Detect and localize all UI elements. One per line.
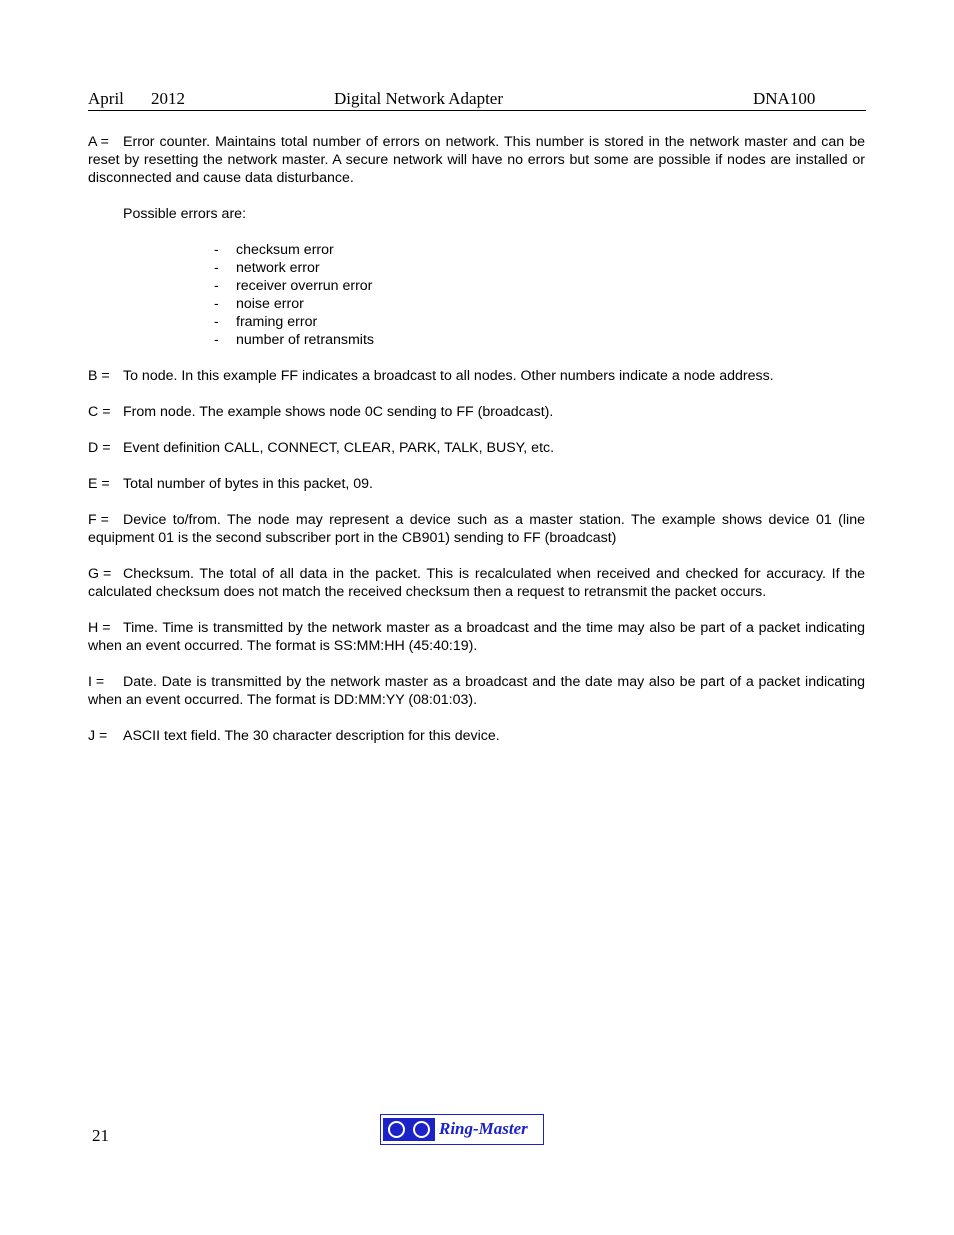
ring-icon <box>388 1121 405 1138</box>
list-item <box>214 241 865 259</box>
page-number: 21 <box>92 1126 109 1145</box>
definition-a <box>88 133 865 187</box>
definition-h <box>88 619 865 655</box>
dash-bullet: - <box>214 278 219 294</box>
definition-label: F = <box>88 512 109 528</box>
list-item <box>214 259 865 277</box>
dash-bullet: - <box>214 332 219 348</box>
definition-text: Event definition CALL, CONNECT, CLEAR, PARK, TALK, BUSY, etc. <box>123 440 555 456</box>
definition-c <box>88 403 865 421</box>
list-item <box>214 313 865 331</box>
dash-bullet: - <box>214 260 219 276</box>
definition-text: Checksum. The total of all data in the packet. This is recalculated when received and checked for accuracy. If the calculated checksum does not match the received checksum then a request to retransmit the packet occurs. <box>88 566 865 600</box>
header-year: 2012 <box>151 89 185 108</box>
definition-b <box>88 367 865 385</box>
list-item <box>214 277 865 295</box>
logo-text: Ring-Master <box>439 1119 528 1138</box>
definition-text: Error counter. Maintains total number of errors on network. This number is stored in the network master and can be reset by resetting the network master. A secure network will have no errors but some are possible if nodes are installed or disconnected and cause data disturbance. <box>88 134 865 186</box>
logo-rings-icon <box>383 1118 435 1141</box>
document-body <box>88 133 865 763</box>
dash-bullet: - <box>214 314 219 330</box>
definition-label: G = <box>88 566 112 582</box>
definition-i <box>88 673 865 709</box>
dash-bullet: - <box>214 296 219 312</box>
definition-text: Time. Time is transmitted by the network master as a broadcast and the time may also be part of a packet indicating when an event occurred. The format is SS:MM:HH (45:40:19). <box>88 620 865 654</box>
list-item-text: receiver overrun error <box>236 278 373 294</box>
definition-d <box>88 439 865 457</box>
definition-label: B = <box>88 368 110 384</box>
list-item-text: noise error <box>236 296 304 312</box>
definition-text: From node. The example shows node 0C sending to FF (broadcast). <box>123 404 554 420</box>
definition-g <box>88 565 865 601</box>
list-item-text: network error <box>236 260 320 276</box>
definition-text: Device to/from. The node may represent a device such as a master station. The example shows device 01 (line equipment 01 is the second subscriber port in the CB901) sending to FF (broadcast) <box>88 512 865 546</box>
list-item-text: number of retransmits <box>236 332 374 348</box>
list-item-text: framing error <box>236 314 318 330</box>
definition-text: To node. In this example FF indicates a broadcast to all nodes. Other numbers indicate a node address. <box>123 368 774 384</box>
header-model-code: DNA100 <box>753 89 816 108</box>
definition-label: E = <box>88 476 110 492</box>
list-item <box>214 331 865 349</box>
list-item <box>214 295 865 313</box>
definition-j <box>88 727 865 745</box>
page-header <box>88 88 866 111</box>
dash-bullet: - <box>214 242 219 258</box>
definition-label: H = <box>88 620 111 636</box>
errors-list <box>88 241 865 349</box>
definition-label: C = <box>88 404 111 420</box>
definition-f <box>88 511 865 547</box>
errors-intro: Possible errors are: <box>123 206 247 222</box>
definition-label: I = <box>88 674 105 690</box>
definition-label: D = <box>88 440 111 456</box>
definition-label: J = <box>88 728 108 744</box>
list-item-text: checksum error <box>236 242 334 258</box>
header-title: Digital Network Adapter <box>334 89 504 108</box>
ring-icon <box>413 1121 430 1138</box>
definition-e <box>88 475 865 493</box>
definition-label: A = <box>88 134 109 150</box>
definition-text: Date. Date is transmitted by the network master as a broadcast and the date may also be part of a packet indicating when an event occurred. The format is DD:MM:YY (08:01:03). <box>88 674 865 708</box>
definition-text: Total number of bytes in this packet, 09. <box>123 476 373 492</box>
ring-master-logo <box>380 1114 544 1145</box>
definition-text: ASCII text field. The 30 character description for this device. <box>123 728 500 744</box>
header-month: April <box>88 89 124 108</box>
